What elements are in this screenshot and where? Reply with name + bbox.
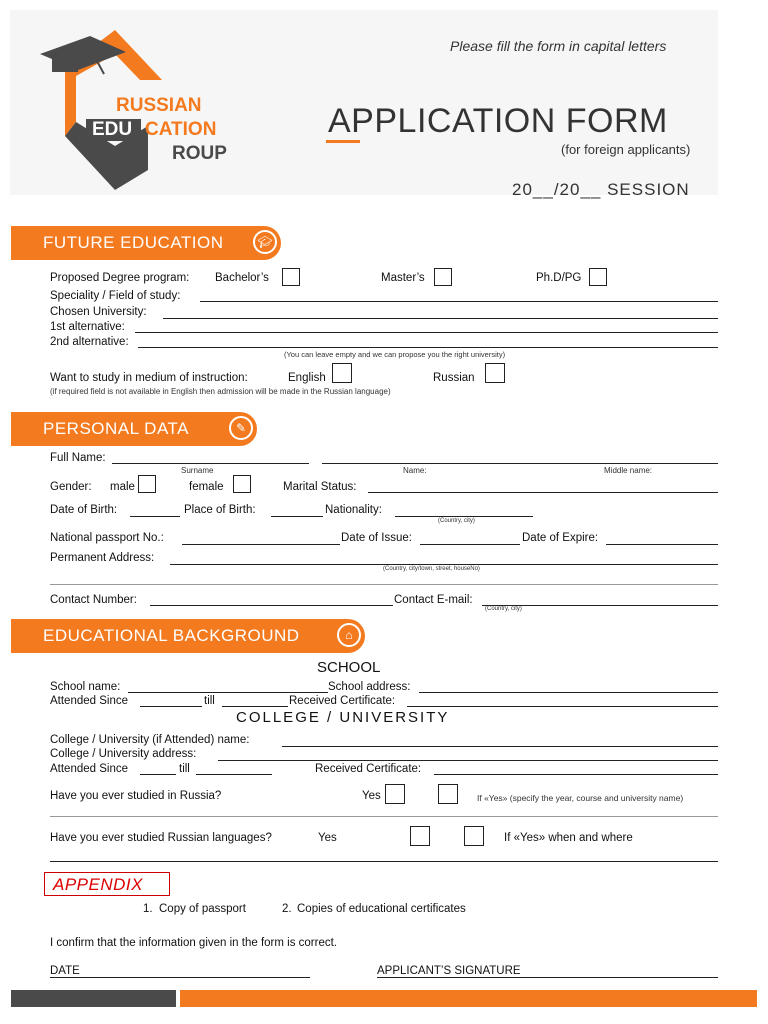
dob-label: Date of Birth: [50,504,118,516]
date-label: DATE [50,965,80,977]
master-checkbox[interactable] [434,268,452,286]
language-no-checkbox[interactable] [464,826,484,846]
logo-text-russian: RUSSIAN [116,95,202,116]
school-till-field[interactable] [222,706,288,707]
english-label: English [288,372,326,384]
school-received-label: Received Certificate: [289,695,396,707]
degree-label: Proposed Degree program: [50,272,190,284]
nationality-label: Nationality: [325,504,382,516]
issue-label: Date of Issue: [341,532,412,544]
phd-checkbox[interactable] [589,268,607,286]
english-checkbox[interactable] [332,363,352,383]
header-note: Please fill the form in capital letters [450,38,667,54]
pob-field[interactable] [271,516,323,517]
college-address-field[interactable] [218,760,718,761]
alt-note: (You can leave empty and we can propose you the right university) [284,350,506,359]
college-name-field[interactable] [282,746,718,747]
russian-checkbox[interactable] [485,363,505,383]
confirmation-text: I confirm that the information given in the form is correct. [50,937,337,949]
school-address-field[interactable] [419,692,718,693]
college-till-field[interactable] [196,774,272,775]
section-title-personal-data: PERSONAL DATA [43,419,189,438]
contact-field[interactable] [150,605,393,606]
address-hint: (Country, city/town, street, houseNo) [383,566,480,572]
school-received-field[interactable] [407,706,718,707]
footer-bar-orange [180,990,757,1007]
school-attended-label: Attended Since [50,695,129,707]
contact-label: Contact Number: [50,594,137,606]
pob-label: Place of Birth: [184,504,256,516]
alt2-field[interactable] [138,347,718,348]
russia-yes-label: Yes [362,790,381,802]
surname-hint: Surname [181,466,214,475]
page-subtitle: (for foreign applicants) [561,142,691,157]
master-label: Master’s [381,272,425,284]
marital-label: Marital Status: [283,481,357,493]
russian-label: Russian [433,372,475,384]
russia-no-checkbox[interactable] [438,784,458,804]
section-title-future-education: FUTURE EDUCATION [43,233,224,252]
appendix-item2: Copies of educational certificates [297,903,466,915]
appendix-item1-num: 1. [143,903,153,915]
title-underline [326,140,360,143]
male-label: male [110,481,135,493]
medium-label: Want to study in medium of instruction: [50,372,248,384]
email-hint: (Country, city) [485,606,522,612]
female-checkbox[interactable] [233,475,251,493]
language-note: If «Yes» when and where [504,832,633,844]
speciality-label: Speciality / Field of study: [50,290,181,302]
female-label: female [189,481,224,493]
divider [50,584,718,585]
logo-text-edu: EDU [92,119,133,140]
school-address-label: School address: [328,681,411,693]
college-name-label: College / University (if Attended) name: [50,734,250,746]
language-question: Have you ever studied Russian languages? [50,832,272,844]
graduation-cap-icon: 🎓︎ [253,230,277,254]
dob-field[interactable] [130,516,180,517]
signature-field[interactable] [377,977,718,978]
footer-bar-dark [11,990,176,1007]
nationality-hint: (Country, city) [438,518,475,524]
appendix-title: APPENDIX [53,875,143,894]
issue-field[interactable] [420,544,520,545]
address-field[interactable] [170,564,718,565]
marital-field[interactable] [368,492,718,493]
passport-label: National passport No.: [50,532,164,544]
language-yes-label: Yes [318,832,337,844]
phd-label: Ph.D/PG [536,272,582,284]
language-yes-checkbox[interactable] [410,826,430,846]
section-bar-educational-background [11,619,353,653]
passport-field[interactable] [182,544,340,545]
college-received-field[interactable] [434,774,718,775]
university-building-icon: ⌂ [337,623,361,647]
college-heading: COLLEGE / UNIVERSITY [236,709,450,726]
medium-note: (if required field is not available in English then admission will be made in the Russian language) [50,387,391,396]
section-title-educational-background: EDUCATIONAL BACKGROUND [43,626,300,645]
address-label: Permanent Address: [50,552,155,564]
college-attended-label: Attended Since [50,763,129,775]
logo-text-roup: ROUP [172,143,227,164]
middle-name-hint: Middle name: [604,466,653,475]
expire-label: Date of Expire: [522,532,599,544]
speciality-field[interactable] [200,301,718,302]
alt1-field[interactable] [135,332,718,333]
name-field[interactable] [322,463,718,464]
school-name-field[interactable] [128,692,328,693]
email-label: Contact E-mail: [394,594,473,606]
university-field[interactable] [163,318,718,319]
page-title: APPLICATION FORM [328,102,668,140]
section-bar-future-education [11,226,273,260]
name-hint: Name: [403,466,427,475]
gender-label: Gender: [50,481,92,493]
signature-label: APPLICANT’S SIGNATURE [377,965,521,977]
date-field[interactable] [50,977,310,978]
appendix-item1: Copy of passport [159,903,246,915]
bachelor-label: Bachelor’s [215,272,269,284]
fullname-label: Full Name: [50,452,106,464]
language-details-field[interactable] [50,861,718,862]
russia-note: If «Yes» (specify the year, course and university name) [477,793,684,803]
surname-field[interactable] [112,463,309,464]
expire-field[interactable] [606,544,718,545]
russia-question: Have you ever studied in Russia? [50,790,222,802]
bachelor-checkbox[interactable] [282,268,300,286]
divider [50,816,718,817]
russia-yes-checkbox[interactable] [385,784,405,804]
college-since-field[interactable] [140,774,176,775]
alt1-label: 1st alternative: [50,321,125,333]
school-till-label: till [204,695,215,707]
alt2-label: 2nd alternative: [50,336,129,348]
nationality-field[interactable] [395,516,533,517]
school-heading: SCHOOL [317,659,381,676]
session-label: 20__/20__ SESSION [512,180,690,199]
school-name-label: School name: [50,681,121,693]
section-bar-personal-data [11,412,247,446]
logo-text-cation: CATION [145,119,217,140]
university-label: Chosen University: [50,306,147,318]
male-checkbox[interactable] [138,475,156,493]
college-received-label: Received Certificate: [315,763,422,775]
document-icon: ✎ [229,416,253,440]
college-address-label: College / University address: [50,748,197,760]
school-since-field[interactable] [140,706,202,707]
college-till-label: till [179,763,190,775]
appendix-item2-num: 2. [282,903,292,915]
